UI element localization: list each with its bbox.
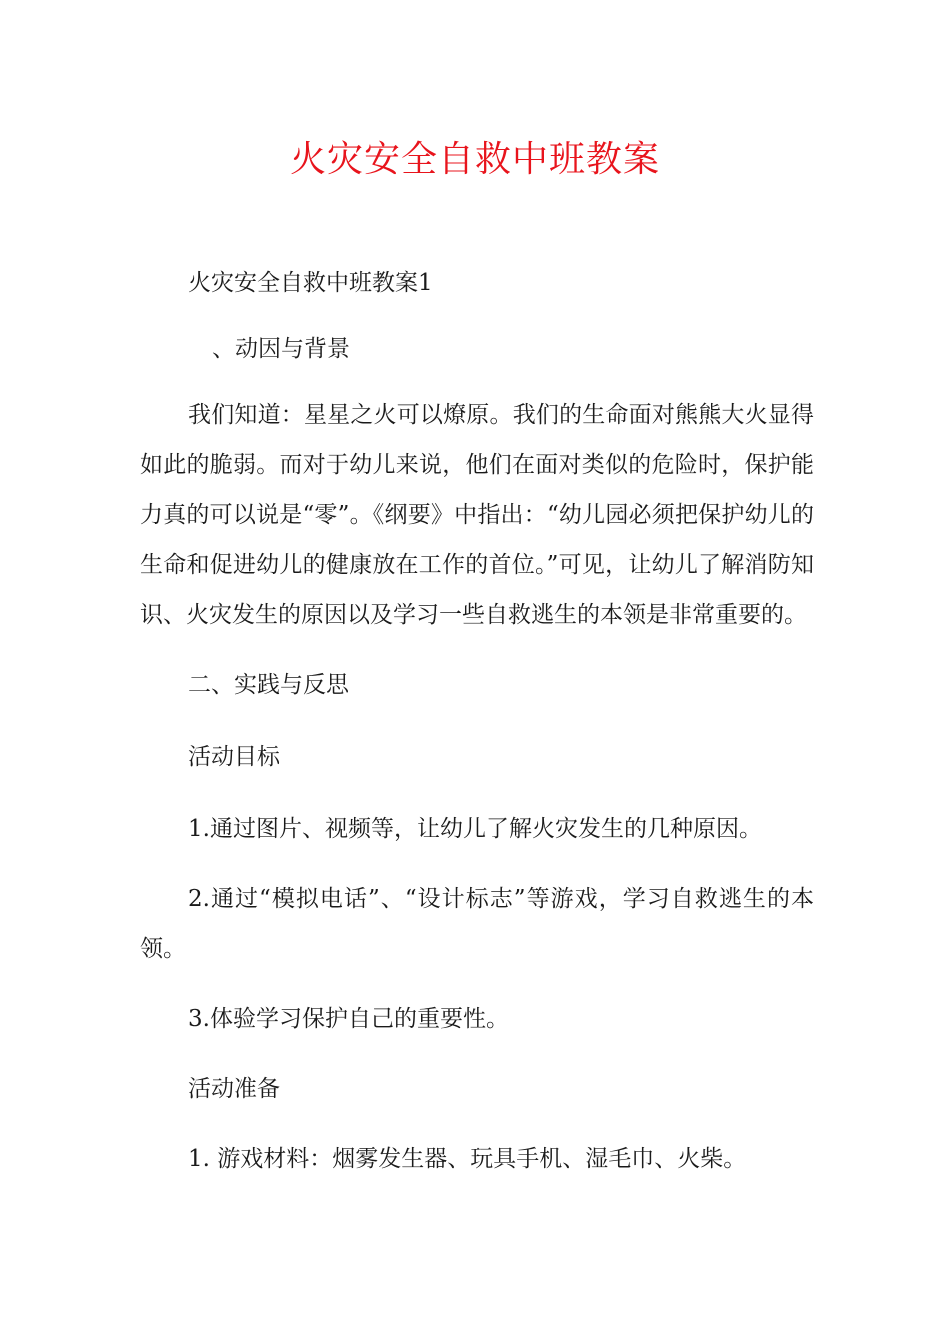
list-item: 1.通过图片、视频等，让幼儿了解火灾发生的几种原因。 <box>188 816 762 842</box>
subsection-heading: 、动因与背景 <box>212 336 350 362</box>
body-paragraph: 我们知道：星星之火可以燎原。我们的生命面对熊熊大火显得如此的脆弱。而对于幼儿来说，他们在面对类似的危险时，保护能力真的可以说是“零”。《纲要》中指出：“幼儿园必须把保护幼儿的生命和促进幼儿的健康放在工作的首位。”可见，让幼儿了解消防知识、火灾发生的原因以及学习一些自救逃生的本领是非常重要的。 <box>140 402 814 628</box>
list-item: 1. 游戏材料：烟雾发生器、玩具手机、湿毛巾、火柴。 <box>188 1146 747 1172</box>
section-heading: 火灾安全自救中班教案1 <box>188 270 433 296</box>
subsection-heading: 二、实践与反思 <box>188 672 349 698</box>
document-title: 火灾安全自救中班教案 <box>289 139 660 180</box>
subsection-heading: 活动准备 <box>188 1076 280 1102</box>
subsection-heading: 活动目标 <box>188 744 280 770</box>
list-item: 3.体验学习保护自己的重要性。 <box>188 1006 509 1032</box>
document-body <box>140 258 814 1184</box>
list-item: 2.通过“模拟电话”、“设计标志”等游戏，学习自救逃生的本领。 <box>140 886 814 962</box>
